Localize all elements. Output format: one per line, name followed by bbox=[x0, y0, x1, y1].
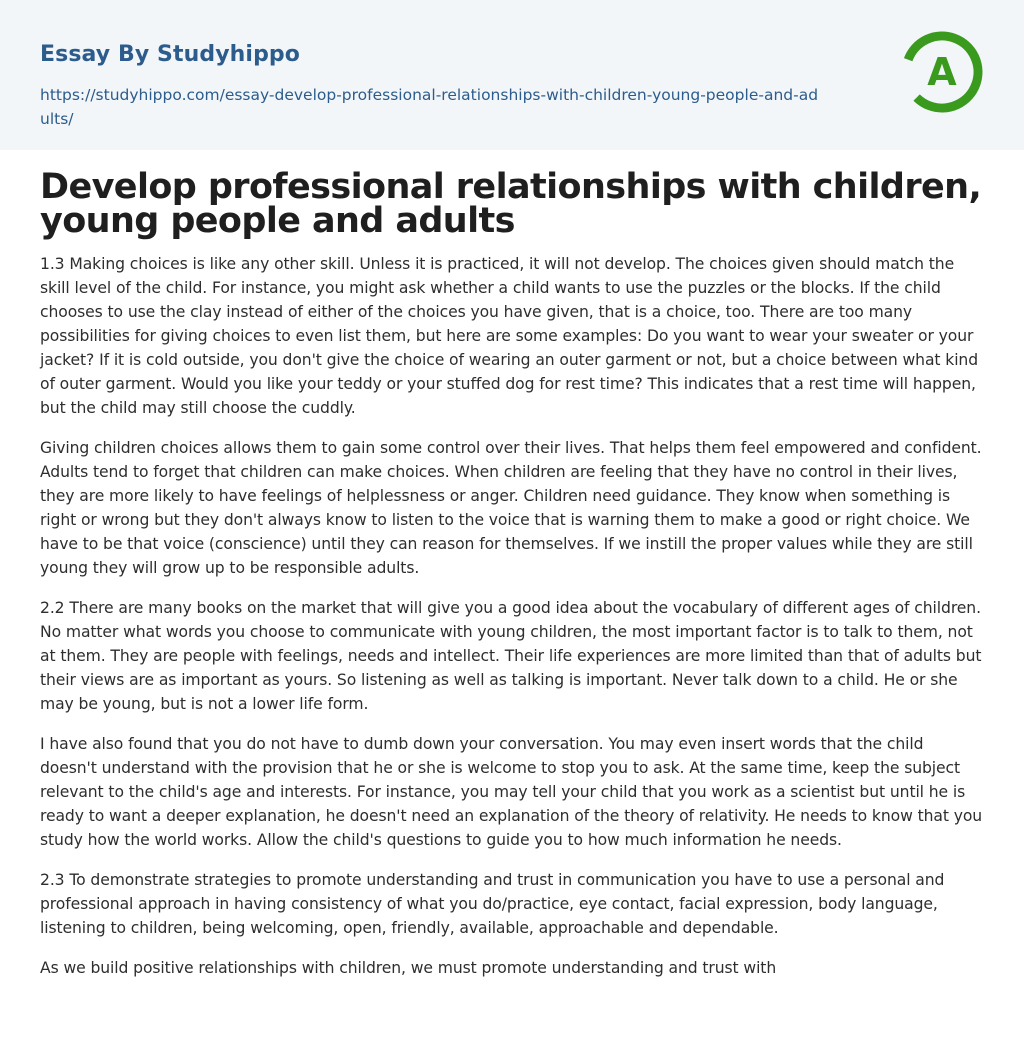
logo-letter: A bbox=[927, 50, 957, 94]
paragraph-4: I have also found that you do not have to dumb down your conversation. You may even insert words that the child doesn't understand with the provision that he or she is welcome to stop you to ask. At the same time, keep the subject relevant to the child's age and interests. For instance, you may tell your child that you work as a scientist but until he is ready to want a deeper explanation, he doesn't need an explanation of the theory of relativity. He needs to know that you study how the world works. Allow the child's questions to guide you to how much information he needs. bbox=[40, 735, 983, 849]
logo-icon bbox=[900, 30, 984, 114]
article bbox=[0, 150, 1024, 980]
paragraph-6: As we build positive relationships with children, we must promote understanding and trust with bbox=[40, 959, 777, 977]
page-title: Develop professional relationships with children, young people and adults bbox=[40, 167, 982, 241]
paragraph-2: Giving children choices allows them to gain some control over their lives. That helps them feel empowered and confident. Adults tend to forget that children can make choices. When children are feeling that they have no control in their lives, they are more likely to have feelings of helplessness or anger. Children need guidance. They know when something is right or wrong but they don't always know to listen to the voice that is warning them to make a good or right choice. We have to be that voice (conscience) until they can reason for themselves. If we instill the proper values while they are still young they will grow up to be responsible adults. bbox=[40, 439, 982, 577]
paragraph-1: 1.3 Making choices is like any other skill. Unless it is practiced, it will not develop. The choices given should match the skill level of the child. For instance, you might ask whether a child wants to use the puzzles or the blocks. If the child chooses to use the clay instead of either of the choices you have given, that is a choice, too. There are too many possibilities for giving choices to even list them, but here are some examples: Do you want to wear your sweater or your jacket? If it is cold outside, you don't give the choice of wearing an outer garment or not, but a choice between what kind of outer garment. Would you like your teddy or your stuffed dog for rest time? This indicates that a rest time will happen, but the child may still choose the cuddly. bbox=[40, 255, 979, 417]
source-url-link[interactable]: https://studyhippo.com/essay-develop-professional-relationships-with-children-young-people-and-adults/ bbox=[40, 86, 819, 128]
paragraph-3: 2.2 There are many books on the market that will give you a good idea about the vocabulary of different ages of children. No matter what words you choose to communicate with young children, the most important factor is to talk to them, not at them. They are people with feelings, needs and intellect. Their life experiences are more limited than that of adults but their views are as important as yours. So listening as well as talking is important. Never talk down to a child. He or she may be young, but is not a lower life form. bbox=[40, 599, 982, 713]
paragraph-5: 2.3 To demonstrate strategies to promote understanding and trust in communication you have to use a personal and professional approach in having consistency of what you do/practice, eye contact, facial expression, body language, listening to children, being welcoming, open, friendly, available, approachable and dependable. bbox=[40, 871, 945, 937]
brand-title: Essay By Studyhippo bbox=[40, 42, 300, 67]
site-header bbox=[0, 0, 1024, 150]
studyhippo-logo[interactable] bbox=[900, 30, 984, 114]
